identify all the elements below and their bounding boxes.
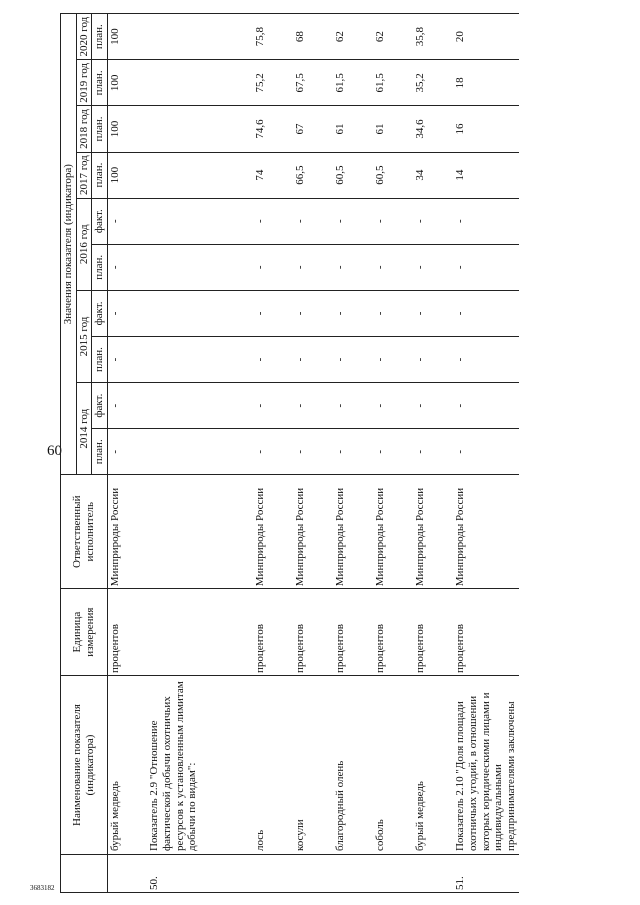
value-cell: - [413,336,453,382]
unit-cell: процентов [373,589,413,676]
value-cell: - [293,383,333,429]
value-cell: 62 [333,14,373,60]
header-indicator-name: Наименование показателя (индикатора) [61,676,108,855]
value-cell: - [293,336,333,382]
value-cell: - [373,336,413,382]
value-cell: - [333,290,373,336]
header-responsible: Ответственный исполнитель [61,475,108,589]
header-year-2018: 2018 год [76,106,92,152]
value-cell: - [413,290,453,336]
value-cell: 68 [293,14,333,60]
value-cell: - [253,290,293,336]
value-cell: - [253,429,293,475]
indicator-name: благородный олень [333,676,373,855]
unit-cell: процентов [413,589,453,676]
value-cell: 60,5 [373,152,413,198]
header-year-2014: 2014 год [76,383,92,475]
header-fact: факт. [92,290,108,336]
value-cell: 100 [107,152,147,198]
table-row [293,14,333,893]
header-plan: план. [92,14,108,60]
unit-cell: процентов [107,589,147,676]
value-cell: - [333,383,373,429]
table-row [107,14,147,893]
value-cell: 61,5 [373,60,413,106]
table-row [253,14,293,893]
value-cell: - [253,336,293,382]
indicator-name: бурый медведь [413,676,453,855]
value-cell [147,198,253,244]
unit-cell: процентов [453,589,518,676]
table-row [373,14,413,893]
value-cell: - [293,244,333,290]
unit-cell: процентов [253,589,293,676]
value-cell: - [453,290,518,336]
responsible-cell: Минприроды России [413,475,453,589]
value-cell: 61 [333,106,373,152]
value-cell: - [453,336,518,382]
page-number: 60 [47,443,62,459]
value-cell: - [333,198,373,244]
value-cell: - [107,336,147,382]
value-cell [147,244,253,290]
value-cell: 100 [107,60,147,106]
value-cell [147,106,253,152]
header-plan: план. [92,244,108,290]
value-cell: 61 [373,106,413,152]
value-cell: - [107,429,147,475]
value-cell: 67,5 [293,60,333,106]
value-cell: 62 [373,14,413,60]
value-cell: - [333,336,373,382]
responsible-cell: Минприроды России [373,475,413,589]
value-cell: 14 [453,152,518,198]
value-cell: - [253,198,293,244]
value-cell: - [453,429,518,475]
value-cell: 18 [453,60,518,106]
indicator-name: бурый медведь [107,676,147,855]
table-row [147,14,253,893]
header-plan: план. [92,429,108,475]
header-unit: Единица измерения [61,589,108,676]
value-cell: 67 [293,106,333,152]
value-cell: - [107,383,147,429]
header-year-2015: 2015 год [76,290,92,382]
indicator-name: косули [293,676,333,855]
table-row [453,14,518,893]
value-cell: - [373,290,413,336]
unit-cell: процентов [293,589,333,676]
value-cell: - [373,429,413,475]
value-cell: 100 [107,106,147,152]
value-cell: - [413,383,453,429]
value-cell: 74,6 [253,106,293,152]
indicator-name: Показатель 2.9 "Отношение фактической добычи охотничьих ресурсов к установленным лимитам добычи по видам": [147,676,253,855]
value-cell [147,383,253,429]
value-cell: - [373,244,413,290]
indicator-name: Показатель 2.10 "Доля площади охотничьих угодий, в отношении которых юридическими лицами и индивидуальными предпринимателями заключены [453,676,518,855]
row-number [373,855,413,893]
value-cell: 75,2 [253,60,293,106]
value-cell: 74 [253,152,293,198]
header-plan: план. [92,60,108,106]
value-cell: - [293,429,333,475]
responsible-cell [147,475,253,589]
document-stamp: 3683182 [30,884,55,892]
header-year-2017: 2017 год [76,152,92,198]
value-cell: - [107,244,147,290]
value-cell: - [453,383,518,429]
value-cell: - [293,198,333,244]
value-cell: - [373,383,413,429]
header-plan: план. [92,106,108,152]
header-plan: план. [92,336,108,382]
header-values-group: Значения показателя (индикатора) [61,14,77,475]
header-fact: факт. [92,198,108,244]
value-cell: 75,8 [253,14,293,60]
value-cell [147,429,253,475]
responsible-cell: Минприроды России [293,475,333,589]
header-year-2016: 2016 год [76,198,92,290]
rotated-table-wrapper [60,13,640,893]
responsible-cell: Минприроды России [453,475,518,589]
value-cell: - [413,244,453,290]
value-cell: - [413,429,453,475]
value-cell: 34,6 [413,106,453,152]
value-cell: - [253,383,293,429]
value-cell [147,14,253,60]
value-cell: - [333,429,373,475]
value-cell: - [453,244,518,290]
value-cell [147,60,253,106]
row-number: 50. [147,855,253,893]
unit-cell [147,589,253,676]
header-year-2019: 2019 год [76,60,92,106]
indicators-table [60,13,519,893]
value-cell: 60,5 [333,152,373,198]
table-row [413,14,453,893]
value-cell: - [333,244,373,290]
row-number [253,855,293,893]
value-cell: 35,8 [413,14,453,60]
value-cell: - [293,290,333,336]
row-number: 51. [453,855,518,893]
value-cell: - [373,198,413,244]
value-cell [147,336,253,382]
value-cell: - [253,244,293,290]
value-cell: 66,5 [293,152,333,198]
row-number [293,855,333,893]
row-number [333,855,373,893]
row-number [413,855,453,893]
value-cell: 16 [453,106,518,152]
unit-cell: процентов [333,589,373,676]
value-cell: - [107,290,147,336]
value-cell [147,290,253,336]
table-row [333,14,373,893]
value-cell: 35,2 [413,60,453,106]
value-cell: 20 [453,14,518,60]
responsible-cell: Минприроды России [107,475,147,589]
value-cell: - [453,198,518,244]
header-fact: факт. [92,383,108,429]
header-year-2020: 2020 год [76,14,92,60]
table-body [107,14,518,893]
value-cell [147,152,253,198]
responsible-cell: Минприроды России [333,475,373,589]
responsible-cell: Минприроды России [253,475,293,589]
value-cell: 34 [413,152,453,198]
value-cell: 100 [107,14,147,60]
indicator-name: соболь [373,676,413,855]
header-number [61,855,108,893]
row-number [107,855,147,893]
indicator-name: лось [253,676,293,855]
value-cell: - [413,198,453,244]
value-cell: 61,5 [333,60,373,106]
header-plan: план. [92,152,108,198]
value-cell: - [107,198,147,244]
